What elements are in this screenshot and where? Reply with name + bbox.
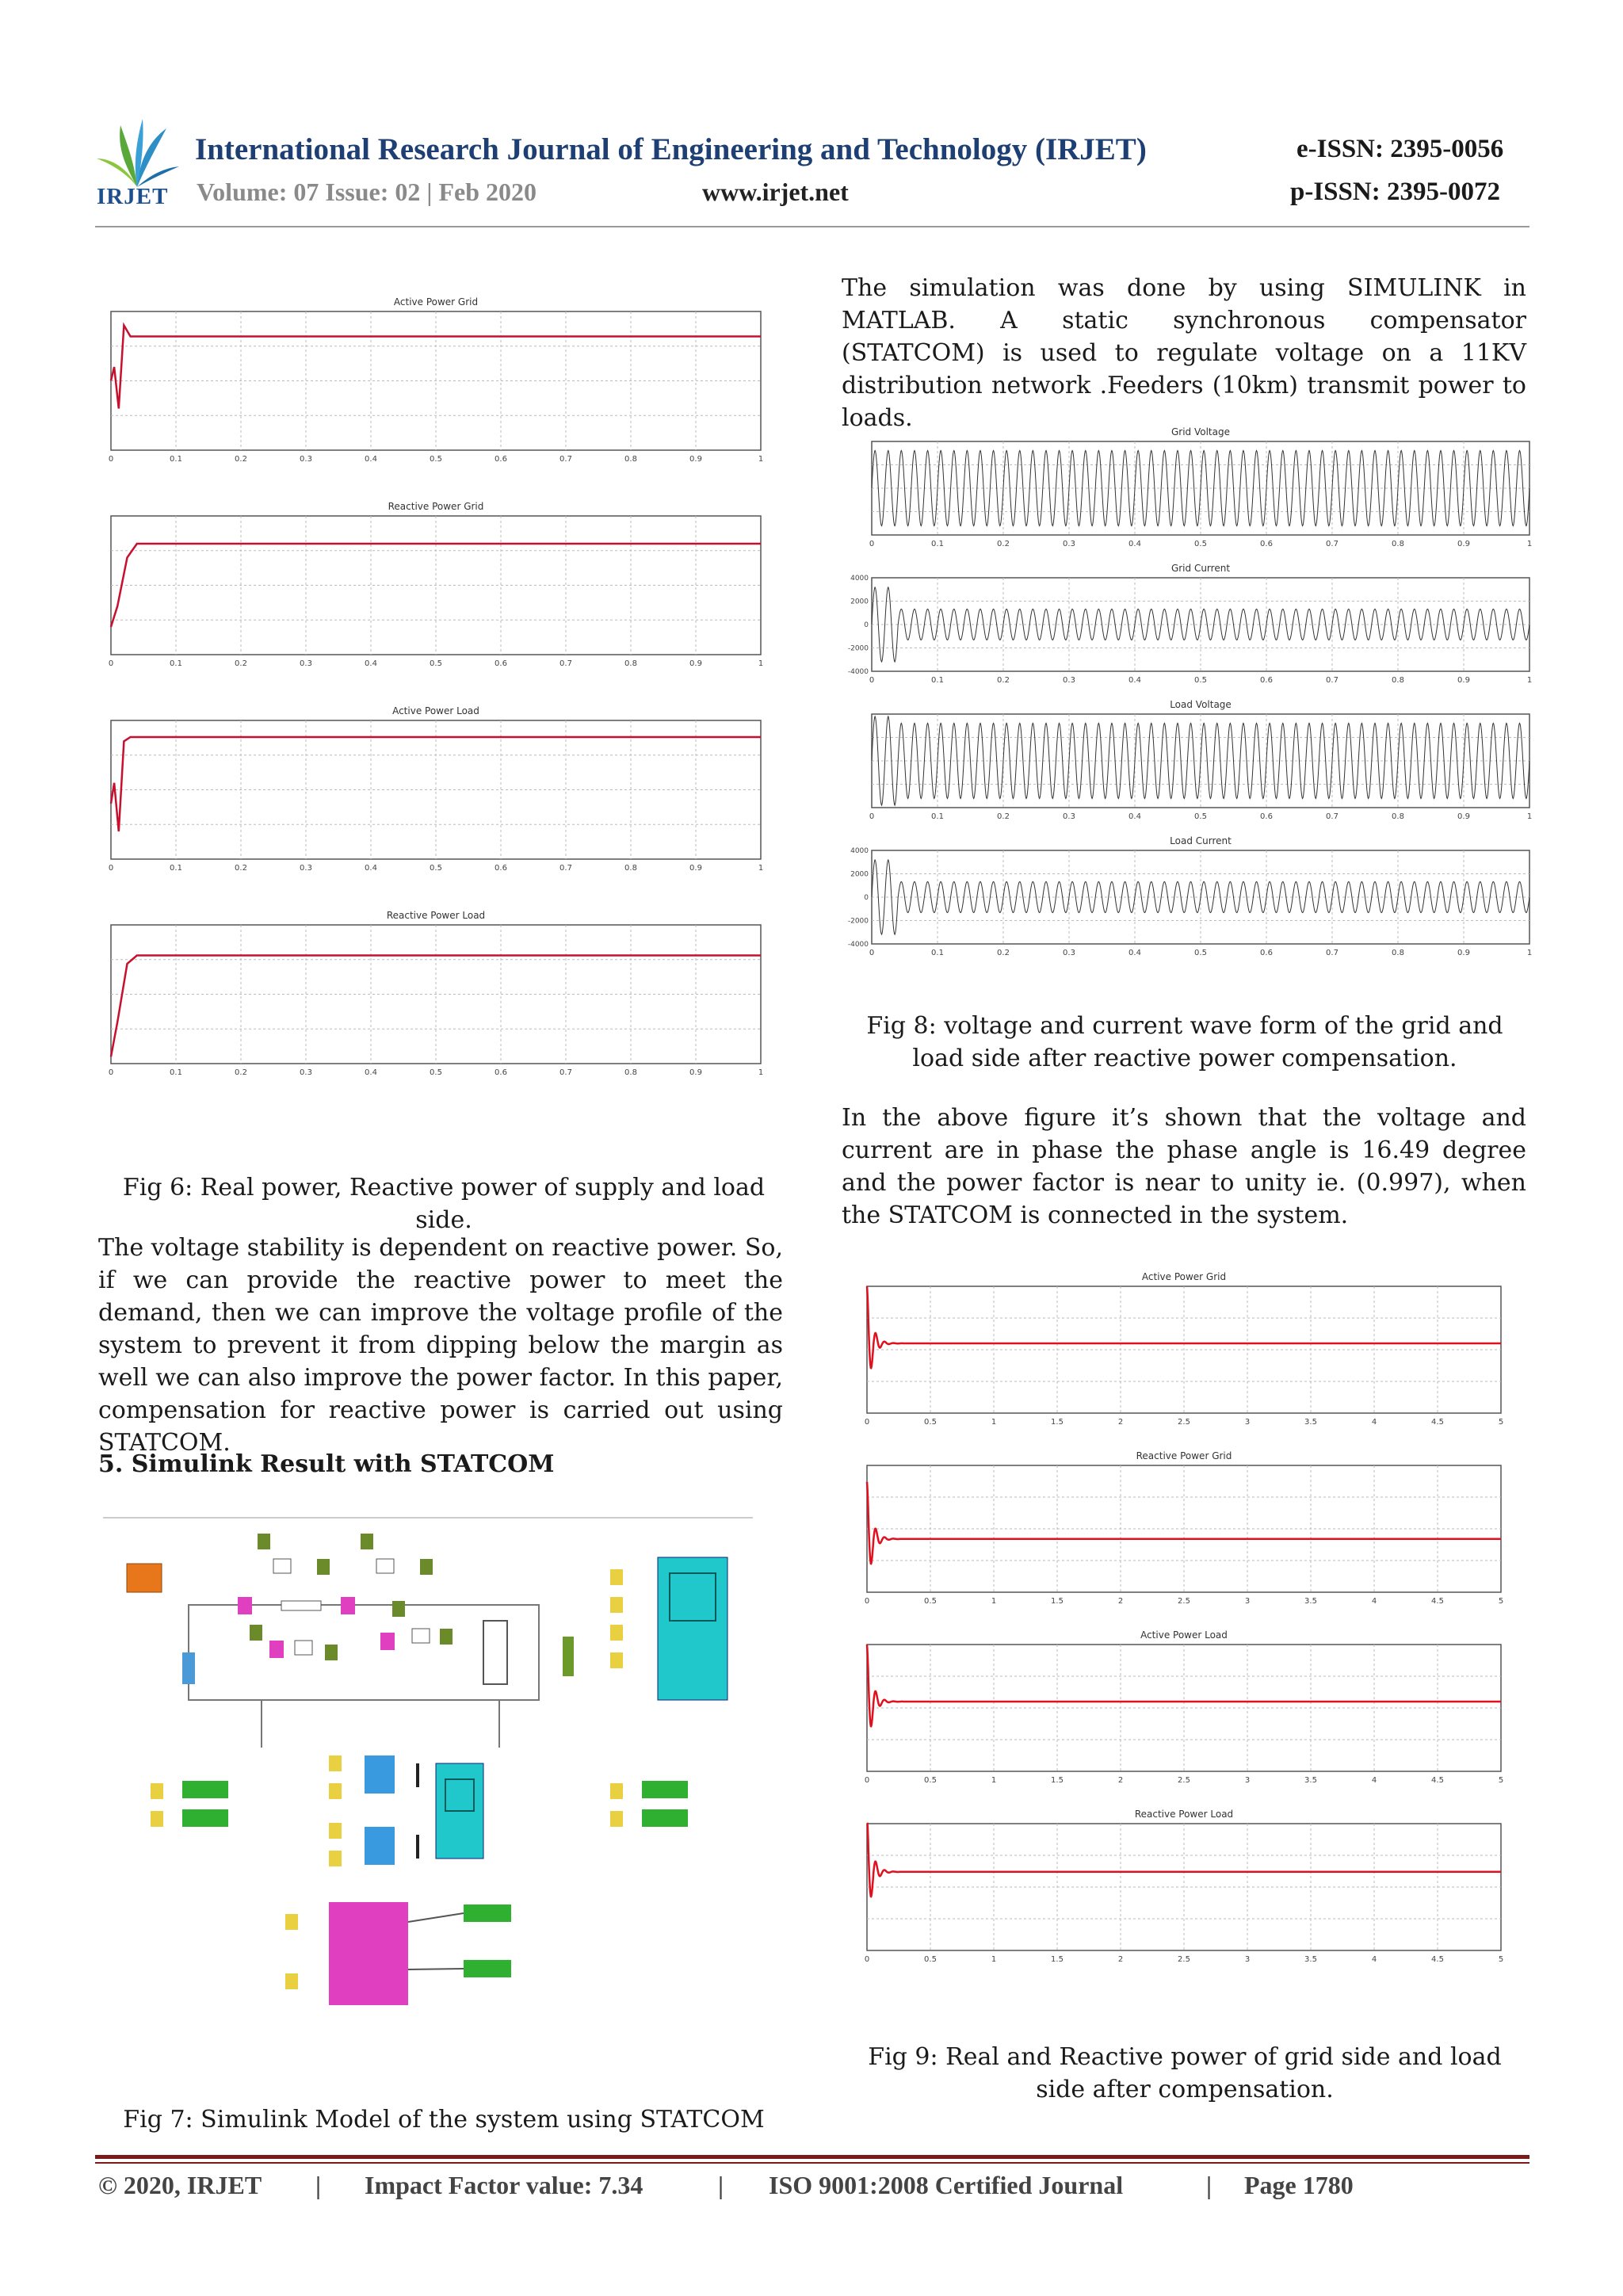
x-tick-label: 0.1 [170, 864, 182, 873]
x-tick-label: 0.9 [689, 455, 702, 464]
chart-panel [109, 501, 763, 668]
fig8-plots [848, 424, 1537, 971]
x-tick-label: 0.6 [1260, 540, 1273, 548]
x-tick-label: 0.5 [430, 455, 442, 464]
x-tick-label: 4.5 [1431, 1418, 1444, 1427]
x-tick-label: 0.7 [559, 864, 572, 873]
footer-separator: | [315, 2171, 322, 2199]
from-tag [610, 1625, 623, 1641]
x-tick-label: 1 [1526, 676, 1533, 685]
chart-panel [865, 1450, 1503, 1606]
x-tick-label: 0.2 [235, 455, 247, 464]
fig7-caption: Fig 7: Simulink Model of the system using STATCOM [123, 2106, 765, 2134]
plot-title: Load Voltage [1170, 699, 1232, 710]
fig9-caption: Fig 9: Real and Reactive power of grid side and load side after compensation. [868, 2043, 1502, 2103]
simulink-diagram [103, 1510, 769, 2088]
y-tick-label: -2000 [848, 644, 869, 653]
x-tick-label: 3.5 [1304, 1776, 1317, 1785]
x-tick-label: 2 [1117, 1418, 1124, 1427]
x-tick-label: 1 [1526, 949, 1533, 957]
x-tick-label: 3.5 [1304, 1955, 1317, 1964]
x-tick-label: 0 [864, 1597, 870, 1606]
x-tick-label: 4 [1371, 1776, 1377, 1785]
x-tick-label: 0.8 [1392, 540, 1404, 548]
gain-block [273, 1559, 291, 1573]
plot-title: Active Power Load [1140, 1629, 1228, 1641]
plot-title: Grid Voltage [1170, 426, 1231, 437]
x-tick-label: 0.2 [235, 864, 247, 873]
logo-text: IRJET [97, 184, 169, 209]
plot-title: Reactive Power Load [386, 910, 486, 921]
x-tick-label: 0 [869, 676, 875, 685]
from-tag [329, 1851, 342, 1866]
x-tick-label: 0.7 [1326, 949, 1338, 957]
plot-title: Active Power Load [392, 705, 479, 716]
measurement-block [380, 1633, 395, 1650]
x-tick-label: 0.6 [495, 659, 507, 668]
x-tick-label: 1 [758, 864, 764, 873]
goto-tag [258, 1534, 270, 1549]
header-divider [95, 226, 1529, 227]
x-tick-label: 0.4 [1128, 540, 1141, 548]
volume-issue: Volume: 07 Issue: 02 | Feb 2020 [197, 178, 537, 206]
x-tick-label: 0.4 [365, 864, 377, 873]
footer-page-number: Page 1780 [1244, 2171, 1354, 2199]
x-tick-label: 0.9 [689, 659, 702, 668]
fig8-caption: Fig 8: voltage and current wave form of the grid and load side after reactive power compensation. [866, 1012, 1503, 1072]
plot-title: Active Power Grid [1141, 1271, 1227, 1282]
display-block [182, 1781, 228, 1798]
x-tick-label: 0.8 [1392, 812, 1404, 821]
from-tag [610, 1569, 623, 1585]
x-tick-label: 0.1 [931, 812, 944, 821]
footer-separator: | [718, 2171, 724, 2199]
power-load-block [365, 1827, 395, 1865]
x-tick-label: 3 [1244, 1955, 1251, 1964]
powergui-block [127, 1564, 162, 1592]
goto-tag [325, 1645, 338, 1660]
x-tick-label: 0.5 [430, 659, 442, 668]
y-tick-label: -4000 [848, 668, 869, 676]
from-tag [285, 1973, 298, 1989]
x-tick-label: 1.5 [1051, 1597, 1064, 1606]
x-tick-label: 0.3 [1063, 676, 1075, 685]
x-tick-label: 0.7 [1326, 540, 1338, 548]
x-tick-label: 0.5 [430, 864, 442, 873]
measurement-block [269, 1641, 284, 1658]
x-tick-label: 0.3 [300, 864, 312, 873]
x-tick-label: 0.1 [931, 949, 944, 957]
x-tick-label: 0.9 [1457, 949, 1470, 957]
x-tick-label: 0.2 [997, 676, 1010, 685]
chart-panel [865, 1809, 1503, 1964]
chart-panel [865, 1629, 1503, 1785]
footer-separator: | [1206, 2171, 1212, 2199]
y-tick-label: -4000 [848, 941, 869, 949]
y-tick-label: -2000 [848, 917, 869, 926]
x-tick-label: 0.4 [1128, 949, 1141, 957]
fig6-caption: Fig 6: Real power, Reactive power of supply and load side. [122, 1174, 766, 1234]
x-tick-label: 0.3 [300, 1068, 312, 1077]
x-tick-label: 2 [1117, 1597, 1124, 1606]
footer-divider-thick [95, 2155, 1529, 2159]
x-tick-label: 3 [1244, 1597, 1251, 1606]
x-tick-label: 4 [1371, 1418, 1377, 1427]
x-tick-label: 0.4 [1128, 812, 1141, 821]
paragraph-phase-angle: In the above figure it’s shown that the voltage and current are in phase the phase angle is 16.49 degree and the power factor is near to unity ie. (0.997), when the STATCOM is connected in the system. [842, 1104, 1526, 1229]
x-tick-label: 0.8 [624, 1068, 637, 1077]
paragraph-simulation: The simulation was done by using SIMULINK in MATLAB. A static synchronous compensator (STATCOM) is used to regulate voltage on a 11KV distribution network .Feeders (10km) transmit power to loads. [842, 274, 1526, 432]
x-tick-label: 0.6 [495, 455, 507, 464]
plot-title: Active Power Grid [393, 296, 479, 308]
from-tag [610, 1811, 623, 1827]
y-tick-label: 2000 [850, 598, 869, 606]
x-tick-label: 0.7 [559, 1068, 572, 1077]
x-tick-label: 5 [1498, 1418, 1504, 1427]
chart-panel [109, 296, 763, 464]
from-tag [329, 1755, 342, 1771]
x-tick-label: 0.6 [495, 864, 507, 873]
goto-tag [317, 1559, 330, 1575]
e-issn: e-ISSN: 2395-0056 [1296, 135, 1504, 163]
x-tick-label: 0.5 [924, 1418, 937, 1427]
plot-title: Reactive Power Grid [388, 501, 484, 512]
x-tick-label: 0.3 [300, 659, 312, 668]
x-tick-label: 0.5 [1194, 949, 1207, 957]
footer-copyright: © 2020, IRJET [98, 2171, 262, 2199]
x-tick-label: 1.5 [1051, 1776, 1064, 1785]
power-grid-block [365, 1755, 395, 1794]
footer-divider-thin [95, 2162, 1529, 2164]
display-block [182, 1809, 228, 1827]
from-tag [151, 1811, 163, 1827]
x-tick-label: 1 [991, 1776, 997, 1785]
x-tick-label: 0.2 [235, 1068, 247, 1077]
chart-panel [848, 563, 1532, 685]
x-tick-label: 0.5 [1194, 812, 1207, 821]
x-tick-label: 0 [869, 540, 875, 548]
y-tick-label: 0 [864, 621, 869, 629]
x-tick-label: 0.7 [559, 659, 572, 668]
gain-block [412, 1629, 430, 1643]
x-tick-label: 0 [864, 1418, 870, 1427]
y-tick-label: 4000 [850, 575, 869, 583]
logo-leaves-icon [94, 117, 181, 189]
x-tick-label: 0.2 [997, 812, 1010, 821]
display-block [464, 1960, 511, 1977]
x-tick-label: 1.5 [1051, 1418, 1064, 1427]
x-tick-label: 0.3 [300, 455, 312, 464]
power-factor-block [329, 1902, 408, 2005]
measurement-block [341, 1597, 355, 1614]
x-tick-label: 0.2 [997, 540, 1010, 548]
x-tick-label: 1 [991, 1955, 997, 1964]
figure-9 [846, 1264, 1512, 1977]
fig6-plots [94, 273, 775, 1082]
journal-title: International Research Journal of Engineering and Technology (IRJET) [195, 132, 1147, 166]
y-tick-label: 0 [864, 894, 869, 902]
x-tick-label: 3 [1244, 1418, 1251, 1427]
y-tick-label: 4000 [850, 847, 869, 855]
x-tick-label: 0 [108, 1068, 114, 1077]
x-tick-label: 0 [869, 949, 875, 957]
chart-panel [109, 910, 763, 1077]
from-tag [151, 1783, 163, 1799]
x-tick-label: 0.6 [1260, 812, 1273, 821]
x-tick-label: 0.4 [365, 659, 377, 668]
x-tick-label: 0.3 [1063, 540, 1075, 548]
x-tick-label: 0.1 [931, 676, 944, 685]
figure-7-simulink-model [103, 1510, 769, 2088]
statcom-block [483, 1621, 507, 1684]
gain-block [295, 1641, 312, 1655]
x-tick-label: 0 [864, 1955, 870, 1964]
x-tick-label: 4.5 [1431, 1955, 1444, 1964]
y-tick-label: 2000 [850, 870, 869, 879]
chart-panel [865, 1271, 1503, 1427]
x-tick-label: 0.8 [1392, 676, 1404, 685]
x-tick-label: 0.4 [365, 455, 377, 464]
figure-6 [94, 273, 775, 1082]
measurement-block [238, 1597, 252, 1614]
x-tick-label: 0.9 [689, 864, 702, 873]
x-tick-label: 0.1 [931, 540, 944, 548]
x-tick-label: 0.9 [1457, 676, 1470, 685]
x-tick-label: 0.1 [170, 659, 182, 668]
gain-block [376, 1559, 394, 1573]
x-tick-label: 0.1 [170, 1068, 182, 1077]
x-tick-label: 4 [1371, 1597, 1377, 1606]
goto-tag [250, 1625, 262, 1641]
x-tick-label: 5 [1498, 1776, 1504, 1785]
x-tick-label: 1 [758, 659, 764, 668]
x-tick-label: 0.9 [1457, 812, 1470, 821]
x-tick-label: 3 [1244, 1776, 1251, 1785]
x-tick-label: 0.3 [1063, 949, 1075, 957]
from-tag [285, 1914, 298, 1930]
from-tag [329, 1823, 342, 1839]
x-tick-label: 2 [1117, 1955, 1124, 1964]
x-tick-label: 1 [991, 1597, 997, 1606]
journal-website: www.irjet.net [702, 178, 849, 206]
x-tick-label: 0.6 [1260, 676, 1273, 685]
goto-tag [392, 1601, 405, 1617]
x-tick-label: 0.2 [235, 659, 247, 668]
x-tick-label: 0 [108, 455, 114, 464]
from-tag [610, 1597, 623, 1613]
x-tick-label: 0.7 [559, 455, 572, 464]
section-heading-simulink: 5. Simulink Result with STATCOM [98, 1450, 555, 1478]
x-tick-label: 0.5 [924, 1597, 937, 1606]
x-tick-label: 0.8 [624, 659, 637, 668]
x-tick-label: 0.4 [365, 1068, 377, 1077]
x-tick-label: 4.5 [1431, 1597, 1444, 1606]
x-tick-label: 4.5 [1431, 1776, 1444, 1785]
x-tick-label: 0.8 [1392, 949, 1404, 957]
x-tick-label: 0.9 [1457, 540, 1470, 548]
x-tick-label: 0.7 [1326, 676, 1338, 685]
x-tick-label: 1 [758, 1068, 764, 1077]
x-tick-label: 0 [108, 864, 114, 873]
chart-panel [109, 705, 763, 873]
x-tick-label: 0.9 [689, 1068, 702, 1077]
x-tick-label: 0.7 [1326, 812, 1338, 821]
goto-tag [440, 1629, 453, 1645]
x-tick-label: 4 [1371, 1955, 1377, 1964]
x-tick-label: 0.6 [1260, 949, 1273, 957]
x-tick-label: 2 [1117, 1776, 1124, 1785]
paragraph-voltage-stability: The voltage stability is dependent on reactive power. So, if we can provide the reactive power to meet the demand, then we can improve the voltage profile of the system to prevent it from dipping below the margin as well we can also improve the power factor. In this paper, compensation for reactive power is carried out using STATCOM. [98, 1234, 783, 1457]
x-tick-label: 0.2 [997, 949, 1010, 957]
scope-block [658, 1557, 727, 1700]
plot-title: Grid Current [1170, 563, 1231, 574]
from-tag [329, 1783, 342, 1799]
x-tick-label: 0.8 [624, 455, 637, 464]
chart-panel [848, 835, 1532, 957]
goto-tag [361, 1534, 373, 1549]
plot-title: Reactive Power Grid [1136, 1450, 1232, 1461]
x-tick-label: 2.5 [1178, 1776, 1190, 1785]
x-tick-label: 1 [1526, 812, 1533, 821]
display-block [642, 1781, 688, 1798]
x-tick-label: 0.6 [495, 1068, 507, 1077]
chart-panel [869, 426, 1532, 548]
grid-source-block [182, 1652, 195, 1684]
x-tick-label: 2.5 [1178, 1418, 1190, 1427]
x-tick-label: 1 [1526, 540, 1533, 548]
plot-title: Reactive Power Load [1134, 1809, 1234, 1820]
x-tick-label: 0.1 [170, 455, 182, 464]
line-impedance-block [281, 1601, 321, 1610]
x-tick-label: 0 [869, 812, 875, 821]
x-tick-label: 2.5 [1178, 1597, 1190, 1606]
display-block [464, 1904, 511, 1922]
x-tick-label: 0.5 [430, 1068, 442, 1077]
footer-iso: ISO 9001:2008 Certified Journal [769, 2171, 1124, 2199]
x-tick-label: 0.4 [1128, 676, 1141, 685]
x-tick-label: 3.5 [1304, 1597, 1317, 1606]
plot-title: Load Current [1170, 835, 1232, 846]
x-tick-label: 0.8 [624, 864, 637, 873]
x-tick-label: 0.3 [1063, 812, 1075, 821]
x-tick-label: 2.5 [1178, 1955, 1190, 1964]
footer-impact-factor: Impact Factor value: 7.34 [365, 2171, 643, 2199]
x-tick-label: 0 [108, 659, 114, 668]
p-issn: p-ISSN: 2395-0072 [1290, 178, 1500, 206]
x-tick-label: 3.5 [1304, 1418, 1317, 1427]
x-tick-label: 0 [864, 1776, 870, 1785]
load-block [563, 1637, 574, 1676]
figure-8 [848, 424, 1537, 971]
x-tick-label: 1.5 [1051, 1955, 1064, 1964]
fig9-plots [846, 1264, 1512, 1977]
x-tick-label: 0.5 [924, 1776, 937, 1785]
x-tick-label: 1 [758, 455, 764, 464]
x-tick-label: 0.5 [1194, 540, 1207, 548]
goto-tag [420, 1559, 433, 1575]
from-tag [610, 1783, 623, 1799]
display-block [642, 1809, 688, 1827]
chart-panel [869, 699, 1532, 821]
x-tick-label: 1 [991, 1418, 997, 1427]
x-tick-label: 0.5 [1194, 676, 1207, 685]
x-tick-label: 5 [1498, 1955, 1504, 1964]
from-tag [610, 1652, 623, 1668]
x-tick-label: 5 [1498, 1597, 1504, 1606]
x-tick-label: 0.5 [924, 1955, 937, 1964]
